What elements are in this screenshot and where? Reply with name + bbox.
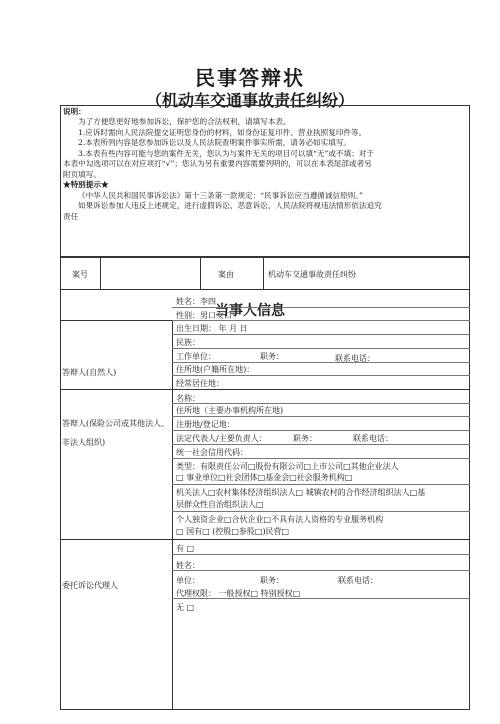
agent-none-option[interactable]: 无 □ <box>176 603 195 612</box>
agent-name: 姓名： <box>176 561 200 570</box>
notes-line: 附页填写。 <box>63 169 101 179</box>
document-subtitle: （机动车交通事故责任纠纷） <box>145 91 354 110</box>
agent-authority[interactable]: 代理权限： 一般授权□ 特别授权□ <box>176 589 301 598</box>
org-type-line: 类型：有限责任公司□股份有限公司□上市公司□其他企业法人 <box>176 462 399 471</box>
org-position: 职务： <box>293 434 317 443</box>
notes-line: 责任 <box>63 211 79 221</box>
agent-phone: 联系电话： <box>338 576 378 585</box>
person-gender: 性别：男口女口 <box>176 311 232 320</box>
person-position: 职务： <box>260 352 284 361</box>
org-type-line: 机关法人□农村集体经济组织法人□ 城镇农村的合作经济组织法人□基 <box>176 488 426 497</box>
notes-line: 《中华人民共和国民事诉讼法》第十三条第一款规定：“民事诉讼应当遵循诚信原则。” <box>78 190 363 200</box>
special-notice-heading: ★特别提示★ <box>63 180 109 189</box>
notes-line: 1.应诉时需向人民法院提交证明您身份的材料，如身份证复印件、营业执照复印件等。 <box>78 127 367 137</box>
notes-line: 如果诉讼参加人违反上述规定，进行虚假诉讼、恶意诉讼，人民法院将视违法情形依法追究 <box>78 201 382 210</box>
notes-heading: 说明： <box>63 107 86 116</box>
notes-line: 2.本表所列内容是您参加诉讼以及人民法院查明案件事实所需，请务必如实填写。 <box>78 138 352 147</box>
agent-label: 委托诉讼代理人 <box>62 581 118 590</box>
org-type-line: 层群众性自治组织法人□ <box>176 500 264 509</box>
person-habitual-residence: 经常居住地： <box>176 379 224 388</box>
org-registered-place: 注册地/登记地： <box>176 420 235 429</box>
notes-line: 3.本表有些内容可能与您的案件无关，您认为与案件无关的项目可以填“无”或不填；对于 <box>78 148 374 158</box>
agent-position: 职务： <box>260 576 284 585</box>
defendant-person-label: 答辩人(自然人) <box>62 368 117 377</box>
case-number-label: 案号 <box>72 270 88 279</box>
defendant-org-label-1: 答辩人(保险公司或其他法人、 <box>62 419 170 428</box>
org-name: 名称： <box>176 394 200 403</box>
org-address: 住所地（主要办事机构所在地) <box>176 406 284 415</box>
agent-unit: 单位： <box>176 576 200 585</box>
document-title: 民事答辩状 <box>195 66 305 90</box>
person-birth: 出生日期： 年 月 日 <box>176 324 248 333</box>
notes-line: 本表中勾选项可以在对应项打“√”；您认为另有重要内容需要列明的，可以在本表尾部或者另 <box>63 159 372 168</box>
org-type-line: □ 事业单位□社会团体□基金会□社会服务机构□ <box>176 473 353 482</box>
agent-has-option[interactable]: 有 □ <box>176 544 195 553</box>
case-cause-value: 机动车交通事故责任纠纷 <box>268 270 356 279</box>
person-residence: 住所地(户籍所在地)： <box>176 365 255 374</box>
person-work-unit: 工作单位： <box>176 352 216 361</box>
org-type-line: □ 国有□ (控股□参股□)民营□ <box>176 527 290 536</box>
org-credit-code: 统一社会信用代码： <box>176 448 248 457</box>
person-ethnicity: 民族： <box>176 338 200 347</box>
person-phone: 联系电话： <box>335 354 375 363</box>
parties-heading: 当事人信息 <box>215 303 285 319</box>
org-phone: 联系电话： <box>353 434 393 443</box>
case-cause-label: 案由 <box>218 270 234 279</box>
org-legal-representative: 法定代表人/主要负责人： <box>176 434 267 443</box>
defendant-org-label-2: 非法人组织) <box>62 438 106 447</box>
person-name: 姓名：李四 <box>176 297 216 306</box>
case-number-value[interactable] <box>110 269 195 281</box>
notes-line: 为了方便您更好地参加诉讼，保护您的合法权利，请填写本表。 <box>78 117 291 126</box>
org-type-line: 个人独资企业□合伙企业□不具有法人资格的专业服务机构 <box>176 515 384 524</box>
